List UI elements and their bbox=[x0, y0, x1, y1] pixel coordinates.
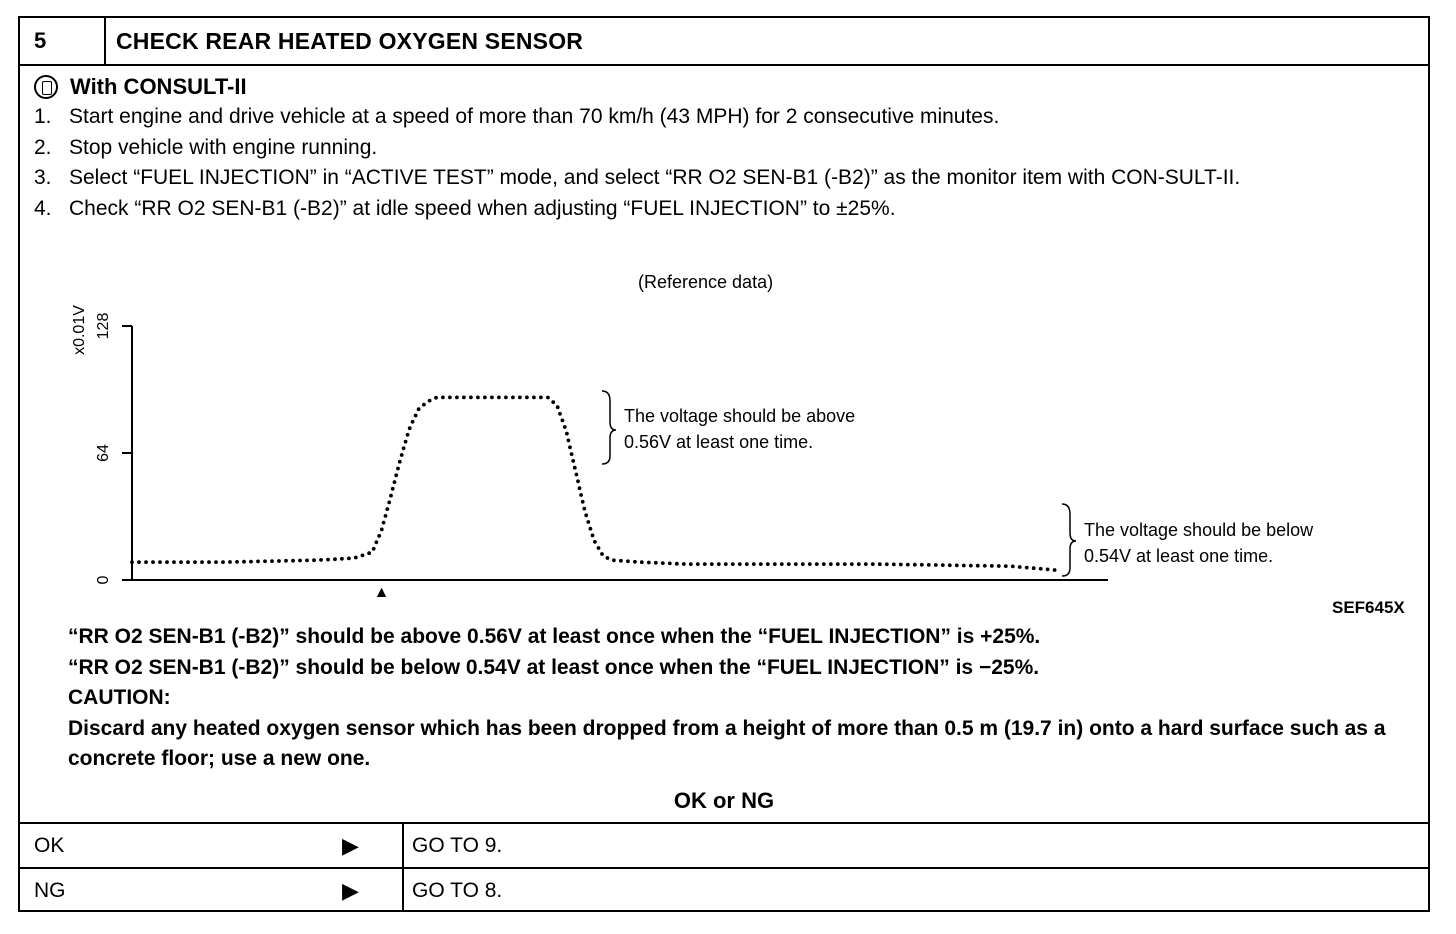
series-dot bbox=[387, 501, 391, 505]
series-dot bbox=[448, 396, 452, 400]
below-bracket bbox=[1062, 504, 1076, 576]
series-dot bbox=[829, 562, 833, 566]
series-dot bbox=[899, 563, 903, 567]
series-dot bbox=[396, 467, 400, 471]
series-dot bbox=[717, 562, 721, 566]
series-dot bbox=[997, 564, 1001, 568]
series-dot bbox=[794, 562, 798, 566]
series-dot bbox=[969, 564, 973, 568]
series-dot bbox=[411, 420, 415, 424]
series-dot bbox=[578, 486, 582, 490]
series-dot bbox=[857, 562, 861, 566]
series-dot bbox=[575, 473, 579, 477]
series-dot bbox=[576, 479, 580, 483]
series-dot bbox=[689, 562, 693, 566]
series-dot bbox=[983, 564, 987, 568]
below-annotation-line1: The voltage should be below bbox=[1084, 520, 1314, 540]
series-dot bbox=[647, 561, 651, 565]
series-dot bbox=[400, 453, 404, 457]
series-dot bbox=[284, 559, 288, 563]
series-dot bbox=[759, 562, 763, 566]
ok-ng-prompt: OK or NG bbox=[673, 788, 775, 813]
series-dot bbox=[581, 500, 585, 504]
series-dot bbox=[158, 560, 162, 564]
series-dot bbox=[640, 560, 644, 564]
series-dot bbox=[256, 560, 260, 564]
series-dot bbox=[885, 562, 889, 566]
series-dot bbox=[955, 564, 959, 568]
series-dot bbox=[291, 559, 295, 563]
inspection-step-box bbox=[18, 16, 1430, 912]
series-dot bbox=[385, 507, 389, 511]
note-below: “RR O2 SEN-B1 (-B2)” should be below 0.54V at least once when the “FUEL INJECTION” is −25%. bbox=[68, 655, 1040, 679]
consult-label: With CONSULT-II bbox=[70, 74, 247, 99]
series-dot bbox=[745, 562, 749, 566]
series-dot bbox=[906, 563, 910, 567]
series-dot bbox=[137, 560, 141, 564]
figure-id: SEF645X bbox=[1332, 598, 1405, 617]
series-dot bbox=[525, 396, 529, 400]
result-action: GO TO 9. bbox=[412, 834, 503, 857]
voltage-series bbox=[130, 396, 1056, 572]
series-dot bbox=[1025, 566, 1029, 570]
series-dot bbox=[391, 487, 395, 491]
above-annotation-line1: The voltage should be above bbox=[624, 406, 856, 426]
series-dot bbox=[375, 540, 379, 544]
series-dot bbox=[144, 560, 148, 564]
series-dot bbox=[422, 403, 426, 407]
series-dot bbox=[801, 562, 805, 566]
series-dot bbox=[235, 560, 239, 564]
caution-text: Discard any heated oxygen sensor which has been dropped from a height of more than 0.5 m (19.7 in) onto a hard surface such as a concrete floor; use a new one. bbox=[68, 716, 1386, 770]
series-dot bbox=[394, 473, 398, 477]
play-arrow-icon: ▶ bbox=[342, 878, 359, 903]
series-dot bbox=[1046, 568, 1050, 572]
series-dot bbox=[511, 396, 515, 400]
series-dot bbox=[532, 396, 536, 400]
series-dot bbox=[398, 460, 402, 464]
series-dot bbox=[600, 552, 604, 556]
step-text: Start engine and drive vehicle at a speed of more than 70 km/h (43 MPH) for 2 consecutive minutes. bbox=[69, 105, 1000, 128]
series-dot bbox=[787, 562, 791, 566]
series-dot bbox=[214, 560, 218, 564]
column-divider bbox=[402, 824, 404, 867]
series-dot bbox=[151, 560, 155, 564]
series-dot bbox=[654, 561, 658, 565]
series-dot bbox=[565, 432, 569, 436]
series-dot bbox=[579, 493, 583, 497]
series-dot bbox=[1004, 564, 1008, 568]
series-dot bbox=[927, 563, 931, 567]
series-dot bbox=[504, 396, 508, 400]
series-dot bbox=[606, 556, 610, 560]
series-dot bbox=[573, 466, 577, 470]
series-dot bbox=[668, 562, 672, 566]
series-dot bbox=[333, 557, 337, 561]
step-text: Select “FUEL INJECTION” in “ACTIVE TEST” mode, and select “RR O2 SEN-B1 (-B2)” as the monitor item with CON-SULT-II. bbox=[69, 166, 1241, 189]
series-dot bbox=[892, 563, 896, 567]
series-dot bbox=[361, 554, 365, 558]
series-dot bbox=[766, 562, 770, 566]
series-dot bbox=[312, 558, 316, 562]
result-label: OK bbox=[34, 834, 65, 857]
above-annotation-line2: 0.56V at least one time. bbox=[624, 432, 814, 452]
y-axis-label: x0.01V bbox=[71, 305, 88, 355]
series-dot bbox=[843, 562, 847, 566]
series-dot bbox=[710, 562, 714, 566]
series-dot bbox=[682, 562, 686, 566]
series-dot bbox=[1039, 567, 1043, 571]
series-dot bbox=[193, 560, 197, 564]
series-dot bbox=[822, 562, 826, 566]
result-notes bbox=[68, 622, 1428, 775]
series-dot bbox=[703, 562, 707, 566]
step-index: 1. bbox=[34, 105, 52, 128]
series-dot bbox=[836, 562, 840, 566]
series-dot bbox=[661, 561, 665, 565]
y-tick-label: 64 bbox=[95, 444, 112, 462]
series-dot bbox=[417, 407, 421, 411]
series-dot bbox=[377, 534, 381, 538]
series-dot bbox=[773, 562, 777, 566]
series-dot bbox=[990, 564, 994, 568]
series-dot bbox=[263, 559, 267, 563]
series-dot bbox=[441, 396, 445, 400]
series-dot bbox=[920, 563, 924, 567]
series-dot bbox=[270, 559, 274, 563]
step-index: 3. bbox=[34, 166, 52, 189]
series-dot bbox=[402, 446, 406, 450]
y-tick-label: 128 bbox=[95, 312, 112, 340]
series-dot bbox=[612, 558, 616, 562]
series-dot bbox=[563, 425, 567, 429]
series-dot bbox=[556, 405, 560, 409]
series-dot bbox=[871, 562, 875, 566]
series-dot bbox=[941, 563, 945, 567]
series-dot bbox=[221, 560, 225, 564]
series-dot bbox=[518, 396, 522, 400]
series-dot bbox=[551, 400, 555, 404]
series-dot bbox=[200, 560, 204, 564]
series-dot bbox=[434, 396, 438, 400]
series-dot bbox=[850, 562, 854, 566]
series-dot bbox=[476, 396, 480, 400]
series-dot bbox=[597, 546, 601, 550]
series-dot bbox=[347, 557, 351, 561]
series-dot bbox=[367, 551, 371, 555]
series-dot bbox=[584, 513, 588, 517]
series-dot bbox=[808, 562, 812, 566]
series-dot bbox=[380, 528, 384, 532]
series-dot bbox=[207, 560, 211, 564]
series-dot bbox=[172, 560, 176, 564]
result-label: NG bbox=[34, 879, 66, 902]
series-dot bbox=[633, 560, 637, 564]
series-dot bbox=[696, 562, 700, 566]
series-dot bbox=[228, 560, 232, 564]
above-bracket bbox=[602, 391, 616, 464]
series-dot bbox=[731, 562, 735, 566]
series-dot bbox=[586, 520, 590, 524]
step-title: CHECK REAR HEATED OXYGEN SENSOR bbox=[116, 28, 584, 54]
series-dot bbox=[428, 399, 432, 403]
series-dot bbox=[340, 557, 344, 561]
series-dot bbox=[962, 564, 966, 568]
series-dot bbox=[591, 534, 595, 538]
series-dot bbox=[619, 559, 623, 563]
series-dot bbox=[165, 560, 169, 564]
series-dot bbox=[319, 558, 323, 562]
step-text: Stop vehicle with engine running. bbox=[69, 135, 378, 159]
series-dot bbox=[404, 440, 408, 444]
series-dot bbox=[626, 559, 630, 563]
series-dot bbox=[593, 540, 597, 544]
series-dot bbox=[455, 396, 459, 400]
caution-label: CAUTION: bbox=[68, 686, 171, 709]
step-text: Check “RR O2 SEN-B1 (-B2)” at idle speed when adjusting “FUEL INJECTION” to ±25%. bbox=[69, 196, 896, 220]
series-dot bbox=[934, 563, 938, 567]
series-dot bbox=[277, 559, 281, 563]
voltage-chart bbox=[20, 18, 1428, 618]
series-dot bbox=[384, 514, 388, 518]
series-dot bbox=[582, 507, 586, 511]
series-dot bbox=[249, 560, 253, 564]
below-annotation-line2: 0.54V at least one time. bbox=[1084, 546, 1274, 566]
series-dot bbox=[571, 459, 575, 463]
series-dot bbox=[389, 494, 393, 498]
series-dot bbox=[780, 562, 784, 566]
series-dot bbox=[864, 562, 868, 566]
chart-title: (Reference data) bbox=[638, 272, 774, 292]
series-dot bbox=[298, 559, 302, 563]
series-dot bbox=[382, 521, 386, 525]
series-dot bbox=[815, 562, 819, 566]
y-tick-label: 0 bbox=[95, 575, 112, 585]
series-dot bbox=[393, 480, 397, 484]
series-dot bbox=[738, 562, 742, 566]
trigger-marker: ▲ bbox=[373, 584, 390, 601]
series-dot bbox=[130, 560, 134, 564]
series-dot bbox=[372, 547, 376, 551]
series-dot bbox=[546, 396, 550, 400]
step-number: 5 bbox=[20, 18, 106, 64]
series-dot bbox=[589, 527, 593, 531]
series-dot bbox=[675, 562, 679, 566]
series-dot bbox=[1018, 565, 1022, 569]
series-dot bbox=[305, 559, 309, 563]
series-dot bbox=[490, 396, 494, 400]
series-dot bbox=[1053, 568, 1057, 572]
note-above: “RR O2 SEN-B1 (-B2)” should be above 0.56V at least once when the “FUEL INJECTION” is +25%. bbox=[68, 625, 1041, 648]
series-dot bbox=[179, 560, 183, 564]
series-dot bbox=[186, 560, 190, 564]
series-dot bbox=[483, 396, 487, 400]
series-dot bbox=[406, 433, 410, 437]
series-dot bbox=[414, 414, 418, 418]
result-row-ng bbox=[20, 867, 1428, 912]
series-dot bbox=[913, 563, 917, 567]
step-index: 4. bbox=[34, 196, 52, 220]
step-index: 2. bbox=[34, 135, 52, 159]
play-arrow-icon: ▶ bbox=[342, 833, 359, 858]
series-dot bbox=[469, 396, 473, 400]
series-dot bbox=[462, 396, 466, 400]
series-dot bbox=[539, 396, 543, 400]
series-dot bbox=[567, 439, 571, 443]
series-dot bbox=[497, 396, 501, 400]
series-dot bbox=[408, 426, 412, 430]
series-dot bbox=[1032, 566, 1036, 570]
series-dot bbox=[878, 562, 882, 566]
series-dot bbox=[948, 563, 952, 567]
column-divider bbox=[402, 869, 404, 912]
series-dot bbox=[558, 412, 562, 416]
series-dot bbox=[326, 558, 330, 562]
series-dot bbox=[570, 452, 574, 456]
series-dot bbox=[561, 419, 565, 423]
result-action: GO TO 8. bbox=[412, 879, 503, 902]
series-dot bbox=[242, 560, 246, 564]
series-dot bbox=[1011, 565, 1015, 569]
series-dot bbox=[976, 564, 980, 568]
series-dot bbox=[724, 562, 728, 566]
result-row-ok bbox=[20, 822, 1428, 867]
series-dot bbox=[354, 556, 358, 560]
series-dot bbox=[568, 445, 572, 449]
series-dot bbox=[752, 562, 756, 566]
